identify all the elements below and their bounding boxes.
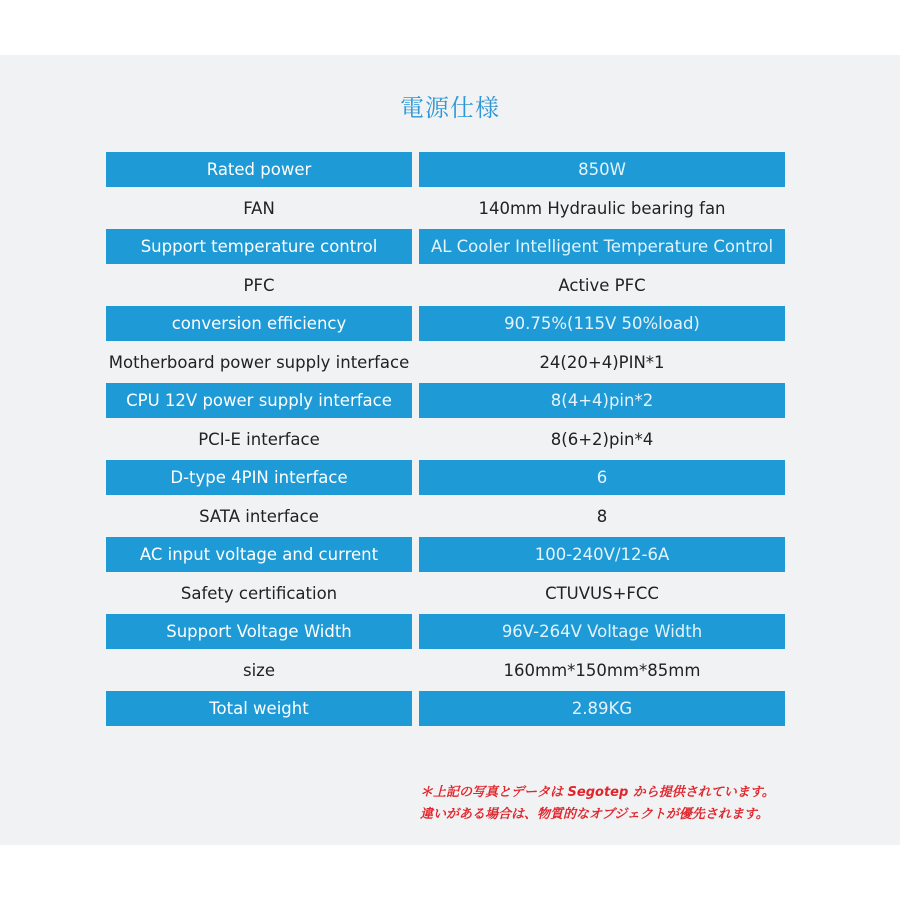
spec-label: Motherboard power supply interface bbox=[108, 352, 410, 372]
spec-value: 140mm Hydraulic bearing fan bbox=[478, 198, 726, 218]
spec-label: AC input voltage and current bbox=[106, 537, 412, 572]
spec-label: PFC bbox=[243, 275, 275, 295]
spec-row bbox=[106, 460, 785, 495]
disclaimer-line-2: 違いがある場合は、物質的なオブジェクトが優先されます。 bbox=[420, 807, 769, 822]
spec-row bbox=[106, 229, 785, 264]
page-title: 電源仕様 bbox=[400, 94, 500, 122]
spec-row bbox=[106, 653, 785, 688]
spec-table bbox=[106, 152, 785, 730]
spec-value: 100-240V/12-6A bbox=[419, 537, 785, 572]
spec-row bbox=[106, 537, 785, 572]
spec-value: 8 bbox=[596, 506, 608, 526]
spec-value: 850W bbox=[419, 152, 785, 187]
spec-row bbox=[106, 268, 785, 303]
spec-label: Support temperature control bbox=[106, 229, 412, 264]
spec-row bbox=[106, 691, 785, 726]
spec-label: D-type 4PIN interface bbox=[106, 460, 412, 495]
spec-row bbox=[106, 614, 785, 649]
spec-label: Safety certification bbox=[180, 583, 338, 603]
spec-value: 96V-264V Voltage Width bbox=[419, 614, 785, 649]
spec-value: 2.89KG bbox=[419, 691, 785, 726]
spec-row bbox=[106, 576, 785, 611]
spec-row bbox=[106, 191, 785, 226]
spec-value: 90.75%(115V 50%load) bbox=[419, 306, 785, 341]
disclaimer-line-1: ＊上記の写真とデータは Segotep から提供されています。 bbox=[420, 785, 775, 800]
spec-label: PCI-E interface bbox=[198, 429, 320, 449]
spec-value: 160mm*150mm*85mm bbox=[503, 660, 701, 680]
spec-label: Support Voltage Width bbox=[106, 614, 412, 649]
spec-value: 6 bbox=[419, 460, 785, 495]
spec-row bbox=[106, 422, 785, 457]
spec-label: Rated power bbox=[106, 152, 412, 187]
spec-row bbox=[106, 152, 785, 187]
spec-row bbox=[106, 345, 785, 380]
spec-label: conversion efficiency bbox=[106, 306, 412, 341]
spec-row bbox=[106, 383, 785, 418]
spec-label: FAN bbox=[243, 198, 275, 218]
disclaimer-note bbox=[420, 782, 775, 826]
spec-value: CTUVUS+FCC bbox=[545, 583, 659, 603]
spec-value: 24(20+4)PIN*1 bbox=[539, 352, 665, 372]
spec-value: AL Cooler Intelligent Temperature Control bbox=[419, 229, 785, 264]
spec-label: CPU 12V power supply interface bbox=[106, 383, 412, 418]
spec-value: Active PFC bbox=[558, 275, 646, 295]
spec-value: 8(6+2)pin*4 bbox=[550, 429, 654, 449]
spec-value: 8(4+4)pin*2 bbox=[419, 383, 785, 418]
spec-row bbox=[106, 306, 785, 341]
spec-row bbox=[106, 499, 785, 534]
spec-label: size bbox=[243, 660, 275, 680]
spec-label: SATA interface bbox=[199, 506, 319, 526]
spec-label: Total weight bbox=[106, 691, 412, 726]
